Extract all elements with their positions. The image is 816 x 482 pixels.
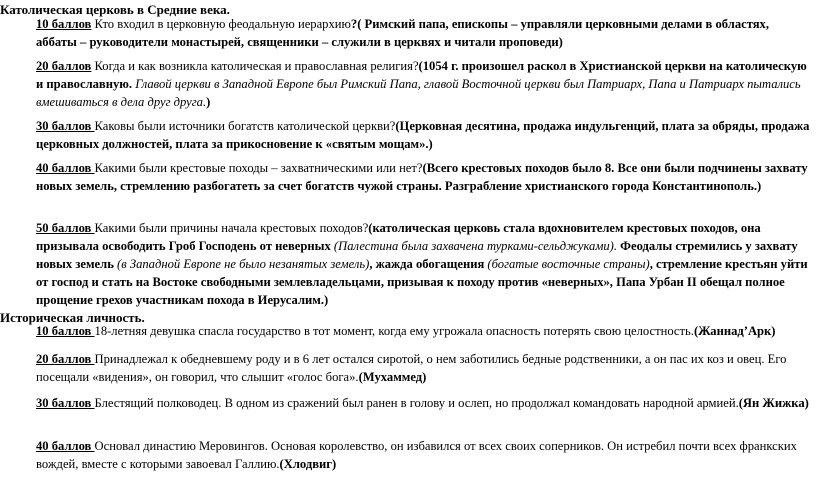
answer-text: (Ян Жижка) — [738, 396, 809, 410]
points-label: 20 баллов — [36, 352, 95, 366]
answer-text: (Мухаммед) — [358, 370, 427, 384]
question-church-40 — [36, 159, 810, 195]
answer-text: (Жаннад’Арк) — [693, 324, 776, 338]
answer-note: (Палестина была захвачена турками-сельджуками). — [330, 239, 618, 253]
answer-text: , жажда обогащения — [369, 257, 485, 271]
points-label: 20 баллов — [36, 59, 92, 73]
answer-text: Феодалы стремились у захвату новых земель — [36, 239, 798, 271]
question-text: Какими были крестовые походы – захватническими или нет? — [94, 161, 423, 175]
answer-text: (1054 г. произошел раскол в Христианской церкви на католическую и православную. — [36, 59, 807, 91]
question-church-30 — [36, 117, 810, 153]
answer-text: (католическая церковь стала вдохновителем крестовых походов, она призывала освободить Гроб Господень от неверных — [36, 221, 761, 253]
points-label: 40 баллов — [36, 439, 95, 453]
answer-text: (Хлодвиг) — [279, 457, 337, 471]
question-person-10 — [36, 322, 810, 340]
question-text: Какими были причины начала крестовых походов? — [94, 221, 369, 235]
question-person-40 — [36, 437, 810, 473]
question-text: Основал династию Меровингов. Основая королевство, он избавился от всех своих соперников. Он истребил почти всех франкских вождей, вместе с которыми завоевал Галлию. — [36, 439, 797, 471]
question-person-20 — [36, 350, 810, 386]
question-text: 18-летняя девушка спасла государство в тот момент, когда ему угрожала опасность потерять свою целостность. — [94, 324, 694, 338]
points-label: 30 баллов — [36, 396, 95, 410]
question-church-20 — [36, 57, 810, 111]
answer-note: Главой церкви в Западной Европе был Римский Папа, главой Восточной церкви был Патриарх, Папа и Патриарх пытались вмешиваться в дела друг друга. — [36, 77, 801, 109]
answer-text: , стремление крестьян уйти от господ и стать на Востоке свободными землевладельцами, призывая к походу против «неверных», Папа Урбан II обещал полное прощение грехов участникам похода в Иерусалим.) — [36, 257, 808, 307]
points-label: 10 баллов — [36, 17, 92, 31]
answer-text: (Церковная десятина, продажа индульгенций, плата за обряды, продажа церковных должностей, плата за прикосновение к «святым мощам».) — [36, 119, 810, 151]
answer-note: (богатые восточные страны) — [484, 257, 650, 271]
question-church-10 — [36, 15, 810, 51]
section-title-church: Католическая церковь в Средние века. — [0, 2, 230, 17]
answer-text: (Всего крестовых походов было 8. Все они были подчинены захвату новых земель, стремлению разбогатеть за счет богатств чужой страны. Разграбление христианского города Константинополь.) — [36, 161, 808, 193]
answer-close: ) — [206, 95, 211, 109]
points-label: 10 баллов — [36, 324, 95, 338]
section-title-persons: Историческая личность. — [0, 310, 145, 325]
question-person-30 — [36, 394, 810, 412]
answer-text: ?( Римский папа, епископы – управляли церковными делами в областях, аббаты – руководители монастырей, священники – служили в церквях и читали проповеди) — [36, 17, 769, 49]
question-text: Кто входил в церковную феодальную иерархию — [91, 17, 351, 31]
points-label: 30 баллов — [36, 119, 95, 133]
question-text: Каковы были источники богатств католической церкви? — [94, 119, 396, 133]
question-church-50 — [36, 219, 810, 309]
points-label: 50 баллов — [36, 221, 95, 235]
answer-note: (в Западной Европе не было незанятых земель) — [113, 257, 370, 271]
question-text: Когда и как возникла католическая и православная религия? — [91, 59, 419, 73]
question-text: Блестящий полководец. В одном из сражений был ранен в голову и ослеп, но продолжал командовать народной армией. — [94, 396, 739, 410]
points-label: 40 баллов — [36, 161, 95, 175]
question-text: Принадлежал к обедневшему роду и в 6 лет остался сиротой, о нем заботились бедные родственники, а он пас их коз и овец. Его посещали «видения», он говорил, что слышит «голос бога». — [36, 352, 787, 384]
